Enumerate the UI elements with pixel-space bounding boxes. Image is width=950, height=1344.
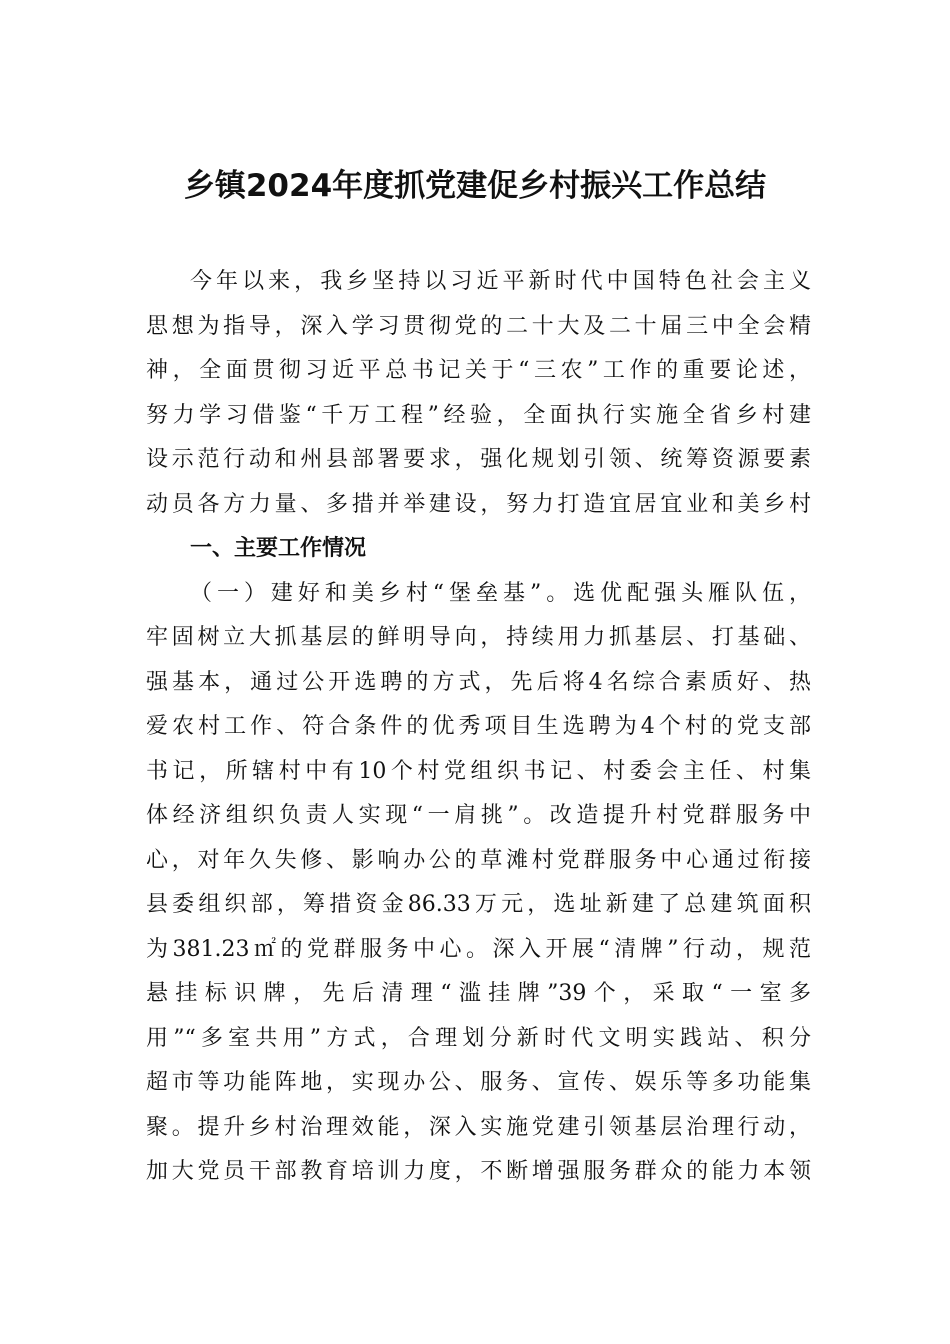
paragraph-line: 今年以来，我乡坚持以习近平新时代中国特色社会主义 [190,269,811,294]
paragraph-line: 加大党员干部教育培训力度，不断增强服务群众的能力本领 [146,1159,811,1184]
document-title: 乡镇2024年度抓党建促乡村振兴工作总结 [183,168,767,204]
paragraph-line: 神，全面贯彻习近平总书记关于“三农”工作的重要论述， [146,358,811,383]
paragraph-line: 悬挂标识牌，先后清理“滥挂牌”39个，采取“一室多 [146,981,811,1006]
paragraph-line: 设示范行动和州县部署要求，强化规划引领、统筹资源要素 [146,447,811,472]
paragraph-line: 县委组织部，筹措资金86.33万元，选址新建了总建筑面积 [146,892,811,917]
paragraph-line: 超市等功能阵地，实现办公、服务、宣传、娱乐等多功能集 [146,1070,811,1095]
paragraph-line: 动员各方力量、多措并举建设，努力打造宜居宜业和美乡村 [146,491,811,517]
paragraph-line: 努力学习借鉴“千万工程”经验，全面执行实施全省乡村建 [146,402,811,428]
paragraph-line: 爱农村工作、符合条件的优秀项目生选聘为4个村的党支部 [146,714,811,739]
paragraph-line: 书记，所辖村中有10个村党组织书记、村委会主任、村集 [146,758,811,784]
document-body [146,260,811,1195]
paragraph-line: 体经济组织负责人实现“一肩挑”。改造提升村党群服务中 [146,803,811,828]
paragraph-line: 思想为指导，深入学习贯彻党的二十大及二十届三中全会精 [146,313,811,339]
paragraph-line: 牢固树立大抓基层的鲜明导向，持续用力抓基层、打基础、 [146,625,811,650]
paragraph-line: 心，对年久失修、影响办公的草滩村党群服务中心通过衔接 [146,847,811,873]
paragraph-line: 为381.23㎡的党群服务中心。深入开展“清牌”行动，规范 [146,936,811,962]
paragraph-line: 用”“多室共用”方式，合理划分新时代文明实践站、积分 [146,1025,811,1051]
paragraph-line: （一）建好和美乡村“堡垒基”。选优配强头雁队伍， [190,580,811,606]
section-heading: 一、主要工作情况 [190,536,367,561]
paragraph-line: 强基本，通过公开选聘的方式，先后将4名综合素质好、热 [146,669,811,695]
paragraph-line: 聚。提升乡村治理效能，深入实施党建引领基层治理行动， [146,1114,811,1140]
